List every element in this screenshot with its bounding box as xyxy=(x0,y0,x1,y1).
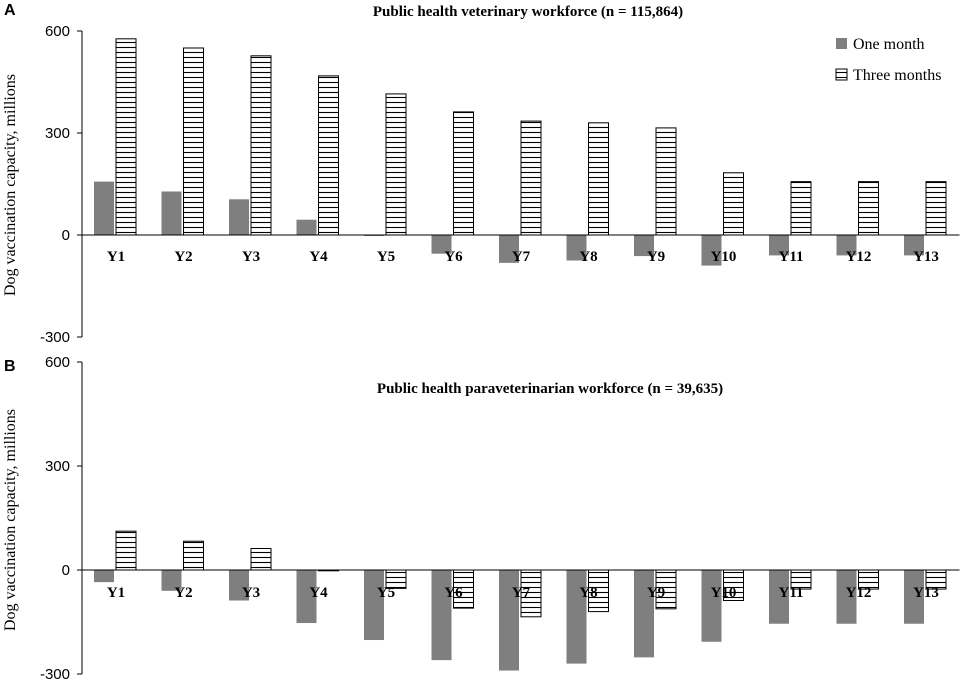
panel-a-x-tick-label: Y8 xyxy=(579,249,598,265)
panel-a-x-tick-label: Y10 xyxy=(710,249,737,265)
panel-b-x-tick-label: Y4 xyxy=(309,585,328,601)
panel-a-y-tick-label: 300 xyxy=(44,125,70,142)
panel-b-bar-one-month-y1 xyxy=(94,570,114,582)
panel-b-y-tick-label: 0 xyxy=(61,562,70,579)
panel-a-bar-three-months-y12 xyxy=(859,182,879,235)
panel-b-x-tick-label: Y9 xyxy=(646,585,666,601)
panel-a-ylabel: Dog vaccination capacity, millions xyxy=(2,73,19,297)
legend xyxy=(836,36,941,84)
panel-a-bar-three-months-y13 xyxy=(926,182,946,235)
panel-a-x-tick-label: Y3 xyxy=(241,249,261,265)
panel-a-title: Public health veterinary workforce (n = 115,864) xyxy=(372,4,684,20)
panel-b-x-tick-label: Y11 xyxy=(778,585,804,601)
panel-a-y-tick-label: 0 xyxy=(61,227,70,244)
panel-a-bar-three-months-y5 xyxy=(386,94,406,235)
panel-b-x-tick-label: Y5 xyxy=(376,585,396,601)
panel-a-bar-three-months-y7 xyxy=(521,121,541,235)
panel-a-x-tick-label: Y12 xyxy=(845,249,872,265)
panel-b-bar-one-month-y10 xyxy=(702,570,722,642)
panel-b-bar-one-month-y6 xyxy=(432,570,452,660)
panel-b-x-tick-label: Y7 xyxy=(511,585,531,601)
panel-a-x-tick-label: Y1 xyxy=(106,249,126,265)
panel-b-title: Public health paraveterinarian workforce (n = 39,635) xyxy=(376,381,724,397)
legend-swatch-three-months xyxy=(836,69,847,80)
legend-label-three-months: Three months xyxy=(853,67,942,84)
panel-a-bar-three-months-y3 xyxy=(251,56,271,235)
panel-a-x-tick-label: Y7 xyxy=(511,249,531,265)
panel-a-bar-one-month-y1 xyxy=(94,182,114,235)
panel-a-bar-three-months-y6 xyxy=(454,112,474,235)
panel-b-x-tick-label: Y1 xyxy=(106,585,126,601)
panel-b-x-tick-label: Y13 xyxy=(913,585,939,601)
panel-a-x-tick-label: Y2 xyxy=(174,249,193,265)
panel-a-y-tick-label: -300 xyxy=(39,329,70,346)
panel-a-bar-three-months-y10 xyxy=(724,173,744,235)
panel-b-x-tick-label: Y2 xyxy=(174,585,193,601)
panel-b-x-tick-label: Y10 xyxy=(710,585,737,601)
legend-swatch-one-month xyxy=(836,38,847,49)
panel-b-y-tick-label: 300 xyxy=(44,458,70,475)
panel-a-x-tick-label: Y5 xyxy=(376,249,396,265)
panel-b-bar-three-months-y2 xyxy=(184,541,204,570)
panel-b-plot xyxy=(40,354,960,683)
panel-b-bar-one-month-y5 xyxy=(364,570,384,640)
panel-a-bar-one-month-y3 xyxy=(229,199,249,235)
panel-b-bar-three-months-y3 xyxy=(251,549,271,570)
panel-a-bar-three-months-y4 xyxy=(319,76,339,235)
legend-label-one-month: One month xyxy=(853,36,925,53)
panel-b-bar-three-months-y1 xyxy=(116,531,136,570)
panel-a-x-tick-label: Y13 xyxy=(913,249,939,265)
panel-a-bar-three-months-y1 xyxy=(116,39,136,235)
panel-b-x-tick-label: Y12 xyxy=(845,585,872,601)
panel-a-x-tick-label: Y6 xyxy=(444,249,463,265)
panel-b-x-tick-label: Y6 xyxy=(444,585,463,601)
panel-a-bar-three-months-y8 xyxy=(589,123,609,235)
panel-a-x-tick-label: Y11 xyxy=(778,249,804,265)
panel-a-y-tick-label: 600 xyxy=(44,23,70,40)
panel-b-ylabel: Dog vaccination capacity, millions xyxy=(2,408,19,632)
panel-a-x-tick-label: Y9 xyxy=(646,249,666,265)
panel-a-x-tick-label: Y4 xyxy=(309,249,328,265)
panel-a-bar-one-month-y2 xyxy=(162,191,182,235)
panel-b-letter: B xyxy=(4,358,16,375)
panel-b-x-tick-label: Y8 xyxy=(579,585,598,601)
panel-b-y-tick-label: -300 xyxy=(39,666,70,683)
panel-b-bar-one-month-y9 xyxy=(634,570,654,657)
panel-a-bar-one-month-y4 xyxy=(297,220,317,235)
panel-a-letter: A xyxy=(4,2,16,19)
panel-a-bar-three-months-y9 xyxy=(656,128,676,235)
panel-a-bar-three-months-y2 xyxy=(184,48,204,235)
panel-a-bar-three-months-y11 xyxy=(791,182,811,235)
panel-b-y-tick-label: 600 xyxy=(44,354,70,371)
panel-a-plot xyxy=(40,23,960,346)
panel-b-x-tick-label: Y3 xyxy=(241,585,261,601)
